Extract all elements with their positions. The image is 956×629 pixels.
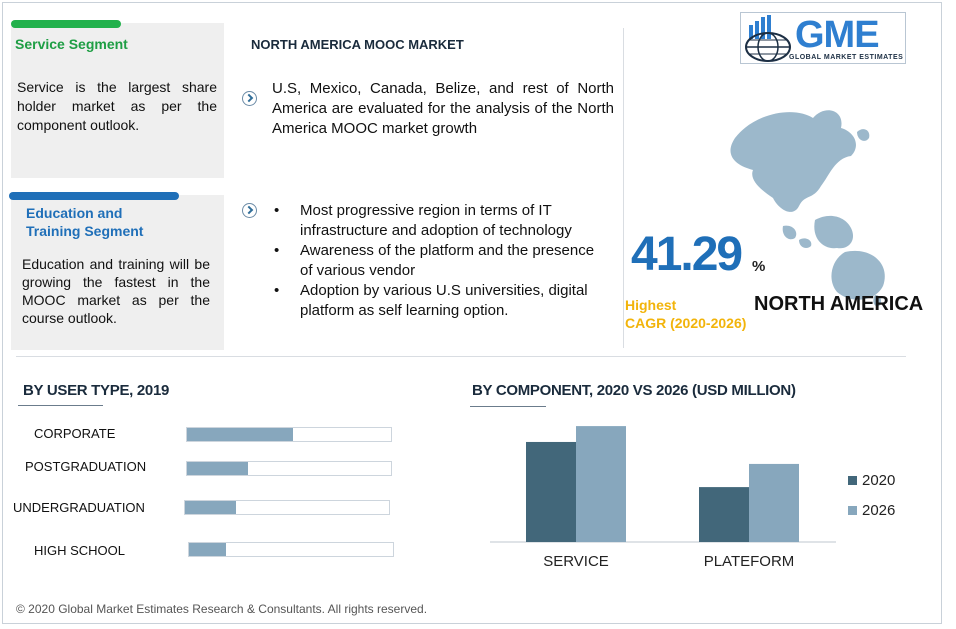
vertical-divider [623,28,624,348]
center-paragraph: U.S, Mexico, Canada, Belize, and rest of North America are evaluated for the analysis of the North America MOOC market growth [272,80,614,137]
center-title: NORTH AMERICA MOOC MARKET [251,37,464,52]
education-segment-title-line2: Training Segment [26,223,144,239]
bullet-item: • Adoption by various U.S universities, digital platform as self learning option. [272,281,602,321]
education-segment-accent [9,192,179,200]
component-title-underline [470,406,546,407]
cagr-unit: % [752,258,766,275]
gme-logo [740,12,906,64]
chevron-right-icon [242,203,257,218]
logo-wordmark: GME [795,14,879,56]
center-bullet-list [272,201,602,321]
user-type-bar [187,462,248,475]
user-type-title-underline [18,405,103,406]
user-type-category-label: POSTGRADUATION [25,459,147,474]
user-type-bar-track [188,542,394,557]
user-type-bar [185,501,236,514]
globe-bars-icon [743,15,793,63]
user-type-bar [187,428,293,441]
user-type-chart-title: BY USER TYPE, 2019 [23,382,170,399]
bullet-item: • Awareness of the platform and the presence of various vendor [272,241,602,281]
cagr-value: 41.29 [631,228,742,281]
legend-label: 2026 [862,502,896,519]
component-bar-2026 [576,426,626,542]
service-segment-accent [11,20,121,28]
user-type-category-label: HIGH SCHOOL [34,543,126,558]
component-bar-2026 [749,464,799,542]
region-label: NORTH AMERICA [754,293,924,315]
cagr-label-line1: Highest [625,297,677,313]
component-bar-2020 [526,442,576,542]
user-type-bar [189,543,226,556]
legend-swatch [848,506,857,515]
user-type-bar-track [184,500,390,515]
component-bar-2020 [699,487,749,542]
chevron-right-icon [242,91,257,106]
user-type-bar-track [186,461,392,476]
cagr-label-line2: CAGR (2020-2026) [625,315,747,331]
user-type-category-label: UNDERGRADUATION [13,500,145,515]
user-type-category-label: CORPORATE [34,426,116,441]
bullet-item: • Most progressive region in terms of IT infrastructure and adoption of technology [272,201,602,241]
horizontal-divider [16,356,906,357]
legend-label: 2020 [862,472,896,489]
legend-swatch [848,476,857,485]
service-segment-text: Service is the largest share holder market as per the component outlook. [17,79,217,133]
logo-subtitle: GLOBAL MARKET ESTIMATES [789,54,904,61]
component-category-label: SERVICE [543,553,609,570]
education-segment-title-line1: Education and [26,205,123,221]
component-category-label: PLATEFORM [703,553,795,570]
component-chart-title: BY COMPONENT, 2020 VS 2026 (USD MILLION) [472,382,796,399]
copyright-footer: © 2020 Global Market Estimates Research & Consultants. All rights reserved. [16,602,428,616]
service-segment-title: Service Segment [15,36,128,52]
education-segment-text: Education and training will be growing the fastest in the MOOC market as per the course outlook. [22,256,210,326]
user-type-bar-track [186,427,392,442]
